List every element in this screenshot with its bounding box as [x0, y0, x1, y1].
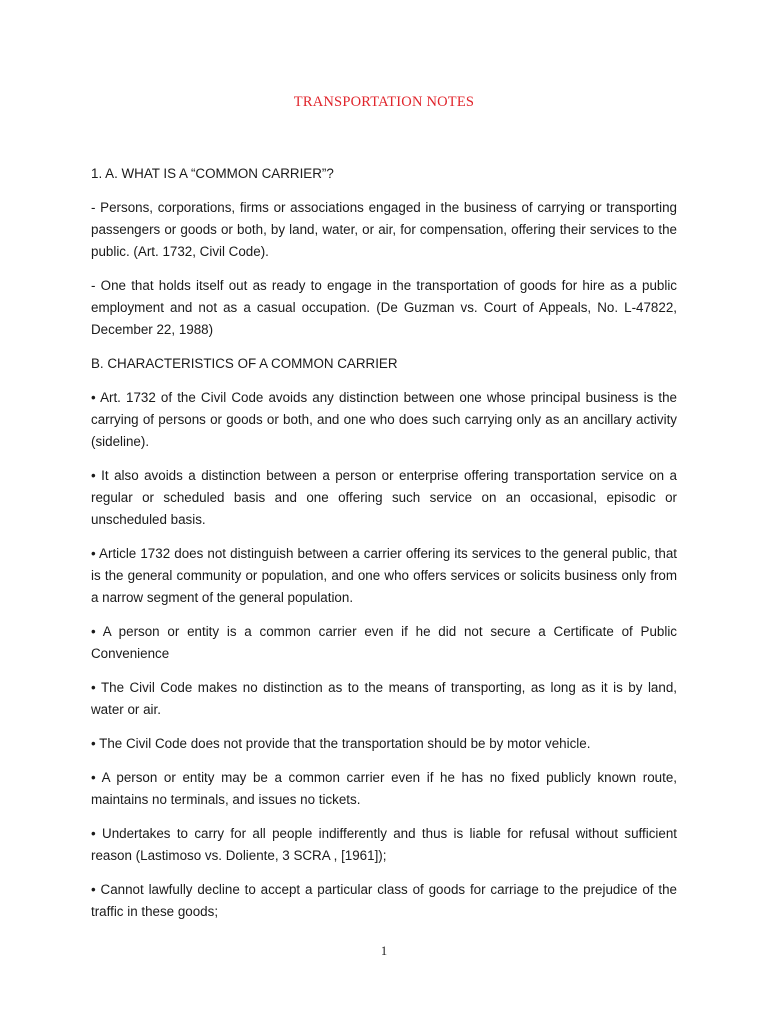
bullet-item: • The Civil Code makes no distinction as to the means of transporting, as long as it is by land, water or air. — [91, 680, 677, 717]
bullet-item: • It also avoids a distinction between a person or enterprise offering transportation service on a regular or scheduled basis and one offering such service on an occasional, episodic or unscheduled basis. — [91, 468, 677, 527]
bullet-item: • Art. 1732 of the Civil Code avoids any distinction between one whose principal business is the carrying of persons or goods or both, and one who does such carrying only as an ancillary activity (sideline). — [91, 390, 677, 449]
document-title: TRANSPORTATION NOTES — [293, 94, 475, 110]
paragraph-definition-2: - One that holds itself out as ready to engage in the transportation of goods for hire as a public employment and not as a casual occupation. (De Guzman vs. Court of Appeals, No. L-47822, December 22, 1988) — [91, 278, 677, 337]
bullet-item: • A person or entity may be a common carrier even if he has no fixed publicly known route, maintains no terminals, and issues no tickets. — [91, 770, 677, 807]
bullet-item: • A person or entity is a common carrier even if he did not secure a Certificate of Public Convenience — [91, 624, 677, 661]
bullet-item: • Article 1732 does not distinguish between a carrier offering its services to the general public, that is the general community or population, and one who offers services or solicits business only from a narrow segment of the general population. — [91, 546, 677, 605]
page-number: 1 — [380, 944, 388, 958]
section-heading-characteristics: B. CHARACTERISTICS OF A COMMON CARRIER — [91, 356, 398, 371]
bullet-item: • Cannot lawfully decline to accept a particular class of goods for carriage to the prejudice of the traffic in these goods; — [91, 882, 677, 919]
bullet-item: • The Civil Code does not provide that the transportation should be by motor vehicle. — [91, 736, 591, 751]
document-body — [91, 163, 677, 935]
bullet-item: • Undertakes to carry for all people indifferently and thus is liable for refusal without sufficient reason (Lastimoso vs. Doliente, 3 SCRA , [1961]); — [91, 826, 677, 863]
section-heading-common-carrier: 1. A. WHAT IS A “COMMON CARRIER”? — [91, 166, 334, 181]
paragraph-definition-1: - Persons, corporations, firms or associations engaged in the business of carrying or transporting passengers or goods or both, by land, water, or air, for compensation, offering their services to the public. (Art. 1732, Civil Code). — [91, 200, 677, 259]
